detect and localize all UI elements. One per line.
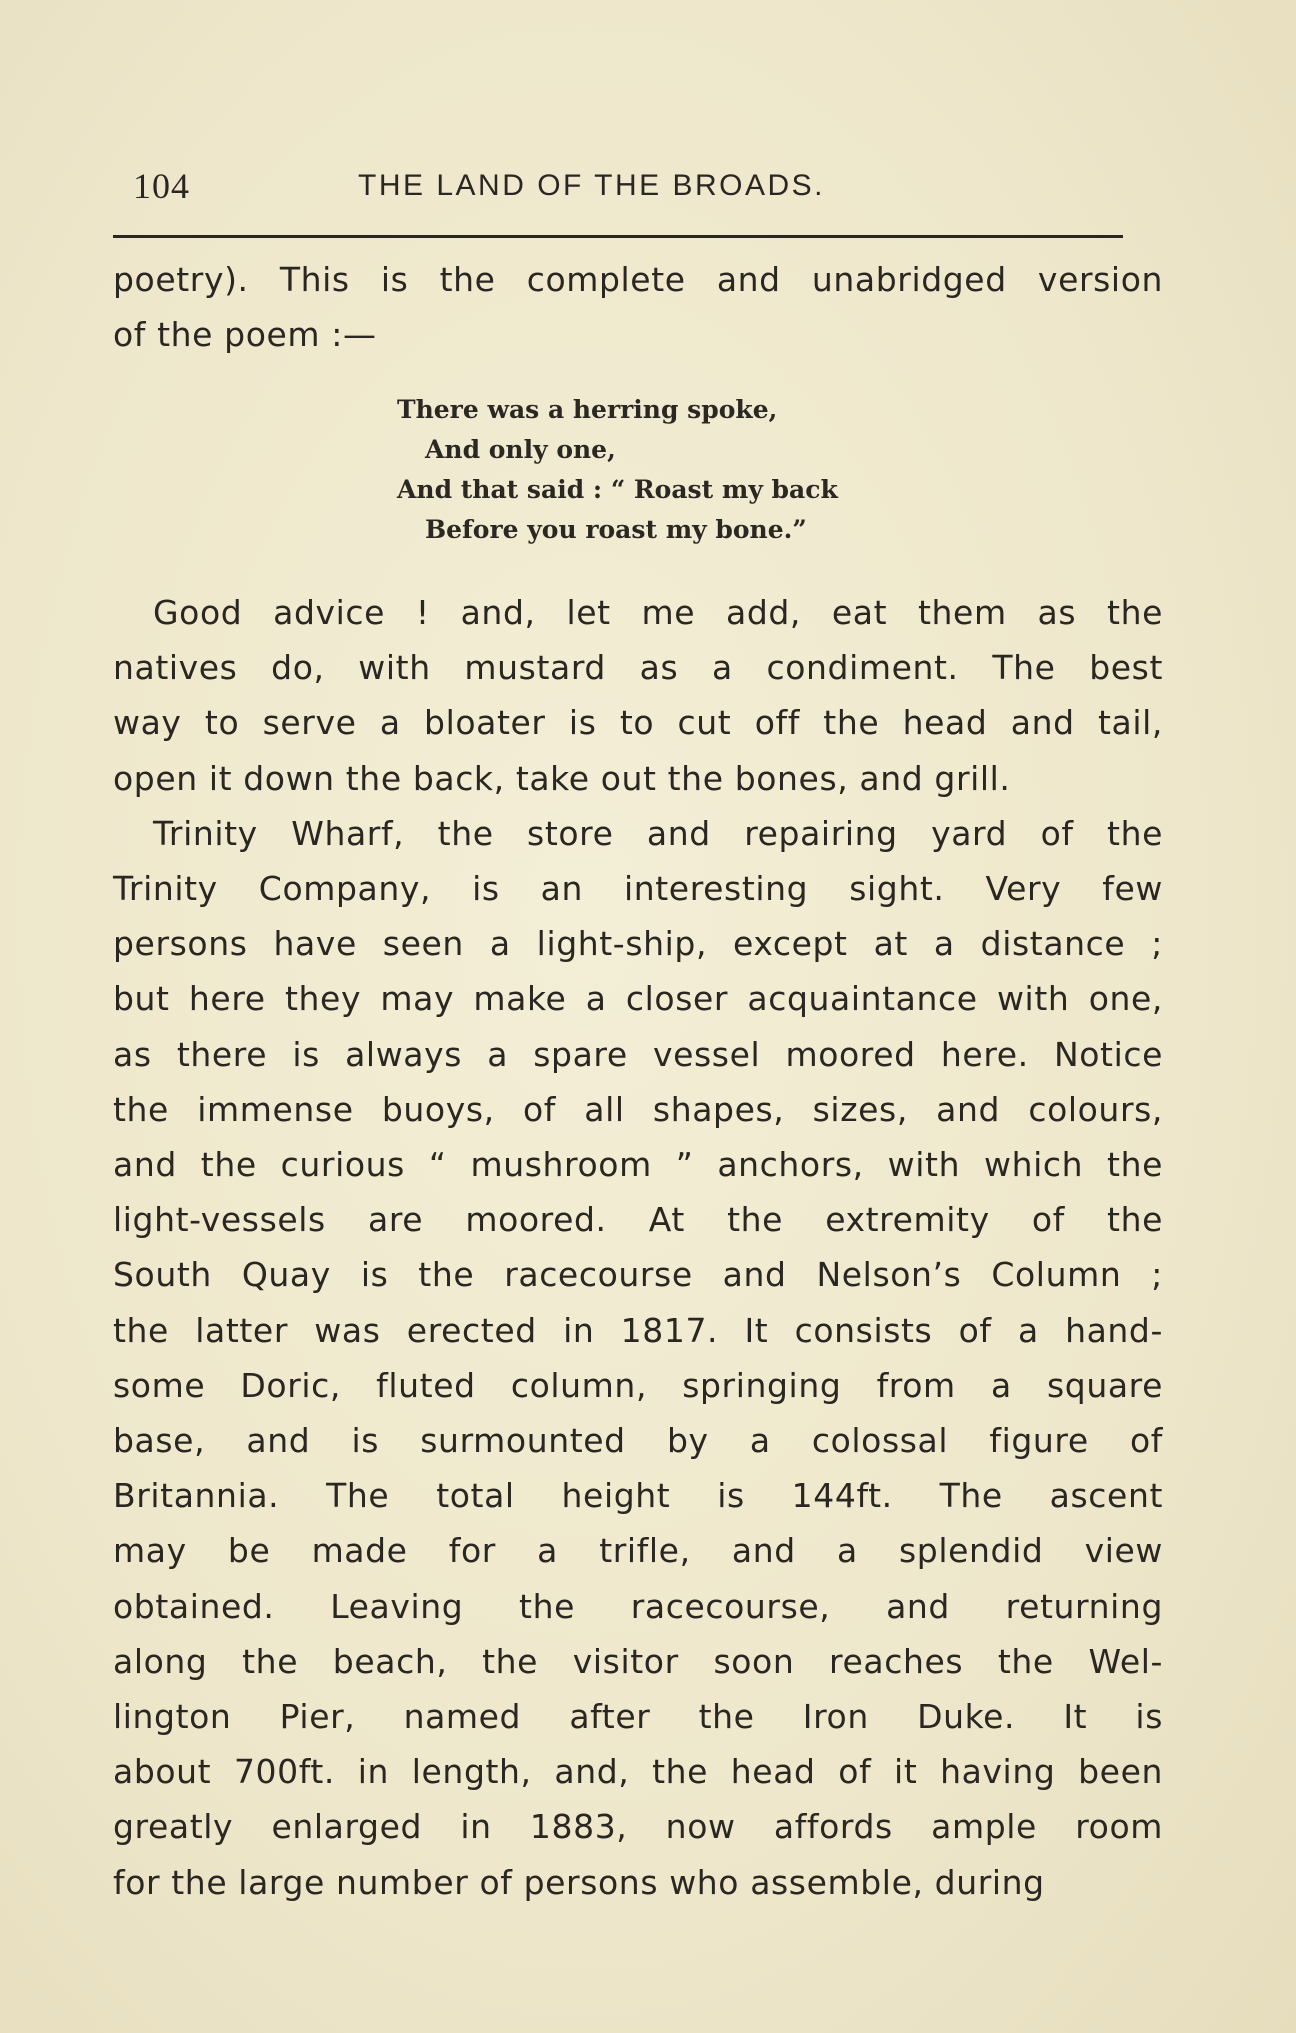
page-header bbox=[133, 165, 1123, 215]
text-line: Trinity Wharf, the store and repairing yard of the bbox=[153, 813, 1163, 853]
text-line: about 700ft. in length, and, the head of it having been bbox=[113, 1752, 1163, 1792]
text-line: for the large number of persons who assemble, during bbox=[113, 1862, 1045, 1902]
text-line: and the curious “ mushroom ” anchors, with which the bbox=[113, 1145, 1163, 1185]
text-line: of the poem :— bbox=[113, 315, 377, 355]
poem-line: There was a herring spoke, bbox=[397, 395, 778, 424]
text-line: Britannia. The total height is 144ft. The ascent bbox=[113, 1476, 1163, 1516]
text-line: some Doric, fluted column, springing from a square bbox=[113, 1365, 1163, 1405]
text-line: Good advice ! and, let me add, eat them as the bbox=[153, 593, 1163, 632]
text-line: greatly enlarged in 1883, now affords ample room bbox=[113, 1807, 1163, 1847]
text-line: Trinity Company, is an interesting sight. Very few bbox=[113, 869, 1163, 909]
poem-line: Before you roast my bone.” bbox=[425, 515, 807, 544]
text-line: poetry). This is the complete and unabridged version bbox=[113, 260, 1163, 299]
text-line: but here they may make a closer acquaintance with one, bbox=[113, 979, 1163, 1019]
text-line: the immense buoys, of all shapes, sizes, and colours, bbox=[113, 1089, 1163, 1129]
text-line: South Quay is the racecourse and Nelson’s Column ; bbox=[113, 1255, 1163, 1295]
header-rule bbox=[113, 235, 1123, 238]
poem bbox=[397, 390, 838, 550]
text-line: lington Pier, named after the Iron Duke. It is bbox=[113, 1697, 1163, 1737]
text-line: obtained. Leaving the racecourse, and returning bbox=[113, 1586, 1163, 1626]
text-line: base, and is surmounted by a colossal figure of bbox=[113, 1421, 1163, 1461]
intro-paragraph bbox=[113, 252, 1163, 362]
text-line: natives do, with mustard as a condiment. The best bbox=[113, 648, 1163, 688]
running-title: THE LAND OF THE BROADS. bbox=[358, 169, 826, 202]
text-line: way to serve a bloater is to cut off the head and tail, bbox=[113, 703, 1163, 743]
page-number: 104 bbox=[133, 166, 190, 206]
text-line: along the beach, the visitor soon reaches the Wel- bbox=[113, 1641, 1163, 1681]
main-text bbox=[113, 585, 1163, 1910]
text-line: open it down the back, take out the bones, and grill. bbox=[113, 758, 1011, 798]
text-line: as there is always a spare vessel moored here. Notice bbox=[113, 1034, 1163, 1074]
text-line: persons have seen a light-ship, except at a distance ; bbox=[113, 924, 1163, 964]
poem-line: And only one, bbox=[425, 435, 616, 464]
text-line: the latter was erected in 1817. It consists of a hand- bbox=[113, 1310, 1163, 1350]
text-line: may be made for a trifle, and a splendid view bbox=[113, 1531, 1163, 1571]
poem-line: And that said : “ Roast my back bbox=[397, 475, 838, 504]
text-line: light-vessels are moored. At the extremity of the bbox=[113, 1200, 1163, 1240]
